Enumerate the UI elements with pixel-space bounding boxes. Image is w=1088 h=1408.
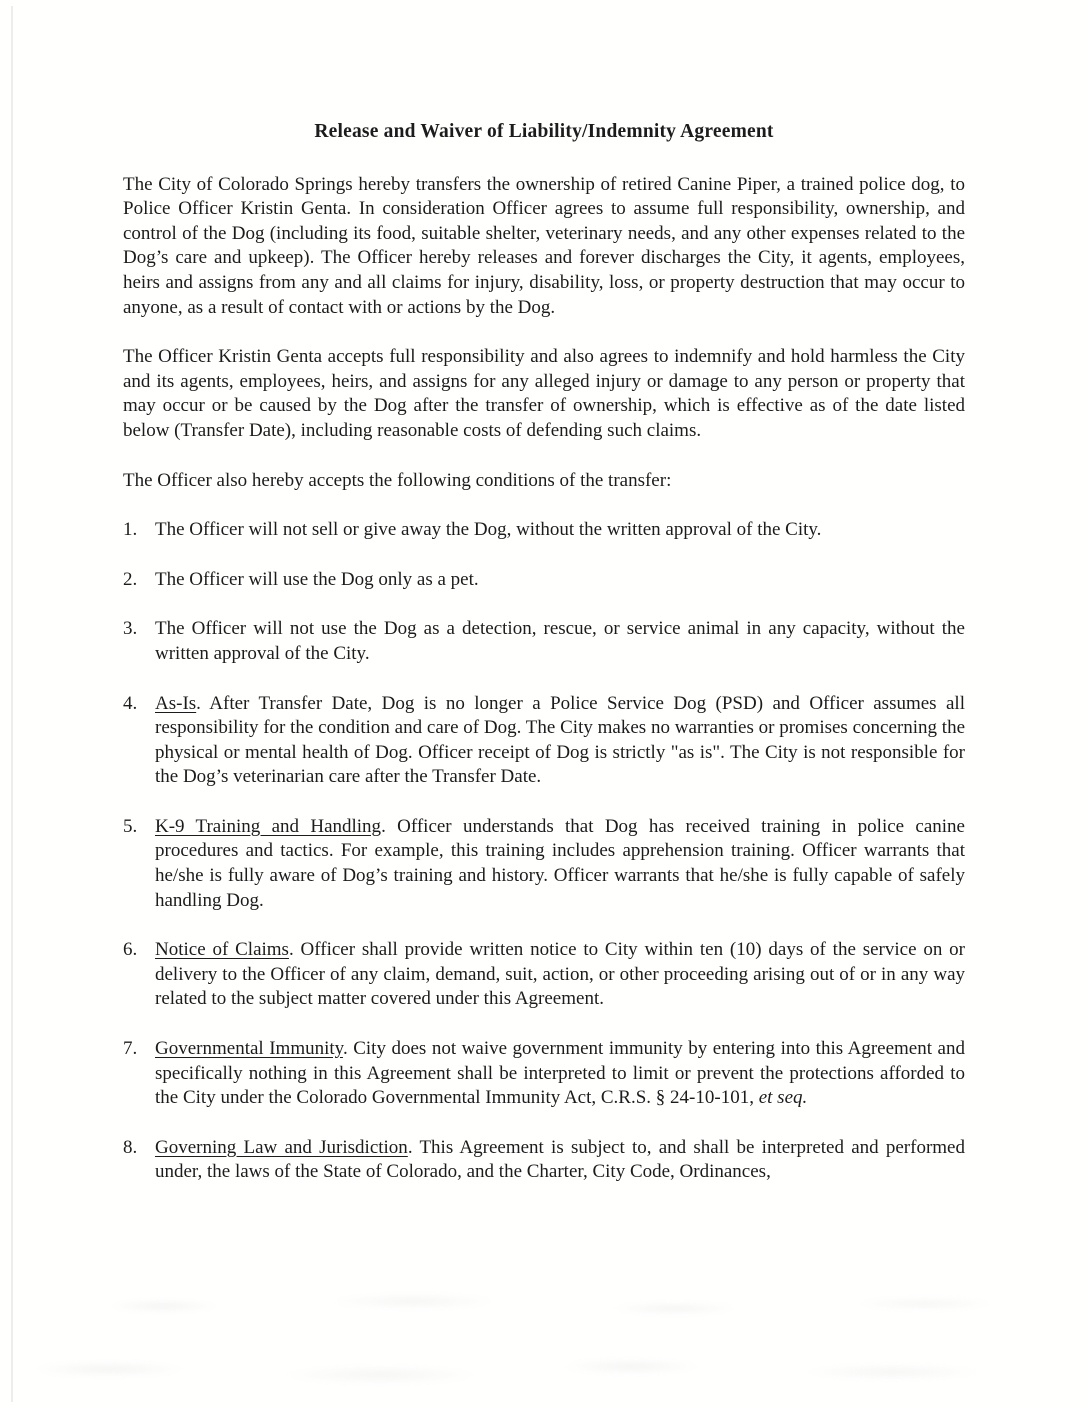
scan-artifact-smudge xyxy=(0,1344,1088,1400)
item-heading: Notice of Claims xyxy=(155,939,289,961)
item-text: . This Agreement is subject to, and shall be interpreted and performed under, the laws of the State of Colorado, and the Charter, City Code, Ordinances, xyxy=(155,1136,965,1183)
item-text: . Officer understands that Dog has received training in police canine procedures and tactics. For example, this training includes apprehension training. Officer warrants that he/she is fully aware of Dog’s training and history. Officer warrants that he/she is fully capable of safely handling Dog. xyxy=(155,815,965,911)
scan-artifact-smudge xyxy=(0,1282,1088,1330)
list-item xyxy=(123,1037,965,1111)
item-number: 1. xyxy=(123,519,138,541)
item-text-wrap xyxy=(155,1037,965,1111)
item-text-italic: et seq. xyxy=(758,1087,808,1109)
item-text-wrap xyxy=(155,1136,965,1185)
item-text: The Officer will not sell or give away the Dog, without the written approval of the City. xyxy=(155,519,822,541)
list-item xyxy=(123,938,965,1012)
item-number: 4. xyxy=(123,692,138,714)
list-item xyxy=(123,518,965,543)
scan-artifact-line xyxy=(11,6,13,1402)
item-text-wrap xyxy=(155,568,965,593)
list-item xyxy=(123,568,965,593)
list-item xyxy=(123,617,965,666)
item-heading: K-9 Training and Handling xyxy=(155,815,382,837)
item-text: . Officer shall provide written notice to City within ten (10) days of the service on or delivery to the Officer of any claim, demand, suit, action, or other proceeding arising out of or in any way related to the subject matter covered under this Agreement. xyxy=(155,939,965,1010)
item-number: 8. xyxy=(123,1136,138,1158)
item-text-wrap xyxy=(155,815,965,913)
document-content xyxy=(123,120,965,1210)
paragraph-conditions-lead: The Officer also hereby accepts the following conditions of the transfer: xyxy=(123,469,672,491)
paragraph-indemnity: The Officer Kristin Genta accepts full responsibility and also agrees to indemnify and hold harmless the City and its agents, employees, heirs, and assigns for any alleged injury or damage to any person or property that may occur or be caused by the Dog after the transfer of ownership, which is effective as of the date listed below (Transfer Date), including reasonable costs of defending such claims. xyxy=(123,346,965,441)
page-title: Release and Waiver of Liability/Indemnity Agreement xyxy=(314,121,774,142)
item-heading: Governmental Immunity xyxy=(155,1038,343,1060)
item-text: The Officer will use the Dog only as a pet. xyxy=(155,568,479,590)
item-number: 5. xyxy=(123,815,138,837)
item-text-wrap xyxy=(155,938,965,1012)
conditions-list xyxy=(123,518,965,1185)
item-text: . City does not waive government immunity by entering into this Agreement and specifically nothing in this Agreement shall be interpreted to limit or prevent the protections afforded to the City under the Colorado Governmental Immunity Act, C.R.S. § 24-10-101, xyxy=(155,1038,965,1109)
item-number: 3. xyxy=(123,618,138,640)
item-text-wrap xyxy=(155,692,965,790)
paragraph-intro: The City of Colorado Springs hereby transfers the ownership of retired Canine Piper, a trained police dog, to Police Officer Kristin Genta. In consideration Officer agrees to assume full responsibility, ownership, and control of the Dog (including its food, suitable shelter, veterinary needs, and any other expenses related to the Dog’s care and upkeep). The Officer hereby releases and forever discharges the City, it agents, employees, heirs and assigns from any and all claims for injury, disability, loss, or property destruction that may occur to anyone, as a result of contact with or actions by the Dog. xyxy=(123,173,965,318)
item-text-wrap xyxy=(155,518,965,543)
list-item xyxy=(123,692,965,790)
item-number: 7. xyxy=(123,1038,138,1060)
item-text: The Officer will not use the Dog as a detection, rescue, or service animal in any capacity, without the written approval of the City. xyxy=(155,618,965,664)
item-heading: Governing Law and Jurisdiction xyxy=(155,1136,408,1158)
list-item xyxy=(123,1136,965,1185)
list-item xyxy=(123,815,965,913)
item-number: 6. xyxy=(123,939,138,961)
item-number: 2. xyxy=(123,568,138,590)
item-text: . After Transfer Date, Dog is no longer a Police Service Dog (PSD) and Officer assumes all responsibility for the condition and care of Dog. The City makes no warranties or promises concerning the physical or mental health of Dog. Officer receipt of Dog is strictly "as is". The City is not responsible for the Dog’s veterinarian care after the Transfer Date. xyxy=(155,692,965,788)
item-heading: As-Is xyxy=(155,692,197,714)
item-text-wrap xyxy=(155,617,965,666)
